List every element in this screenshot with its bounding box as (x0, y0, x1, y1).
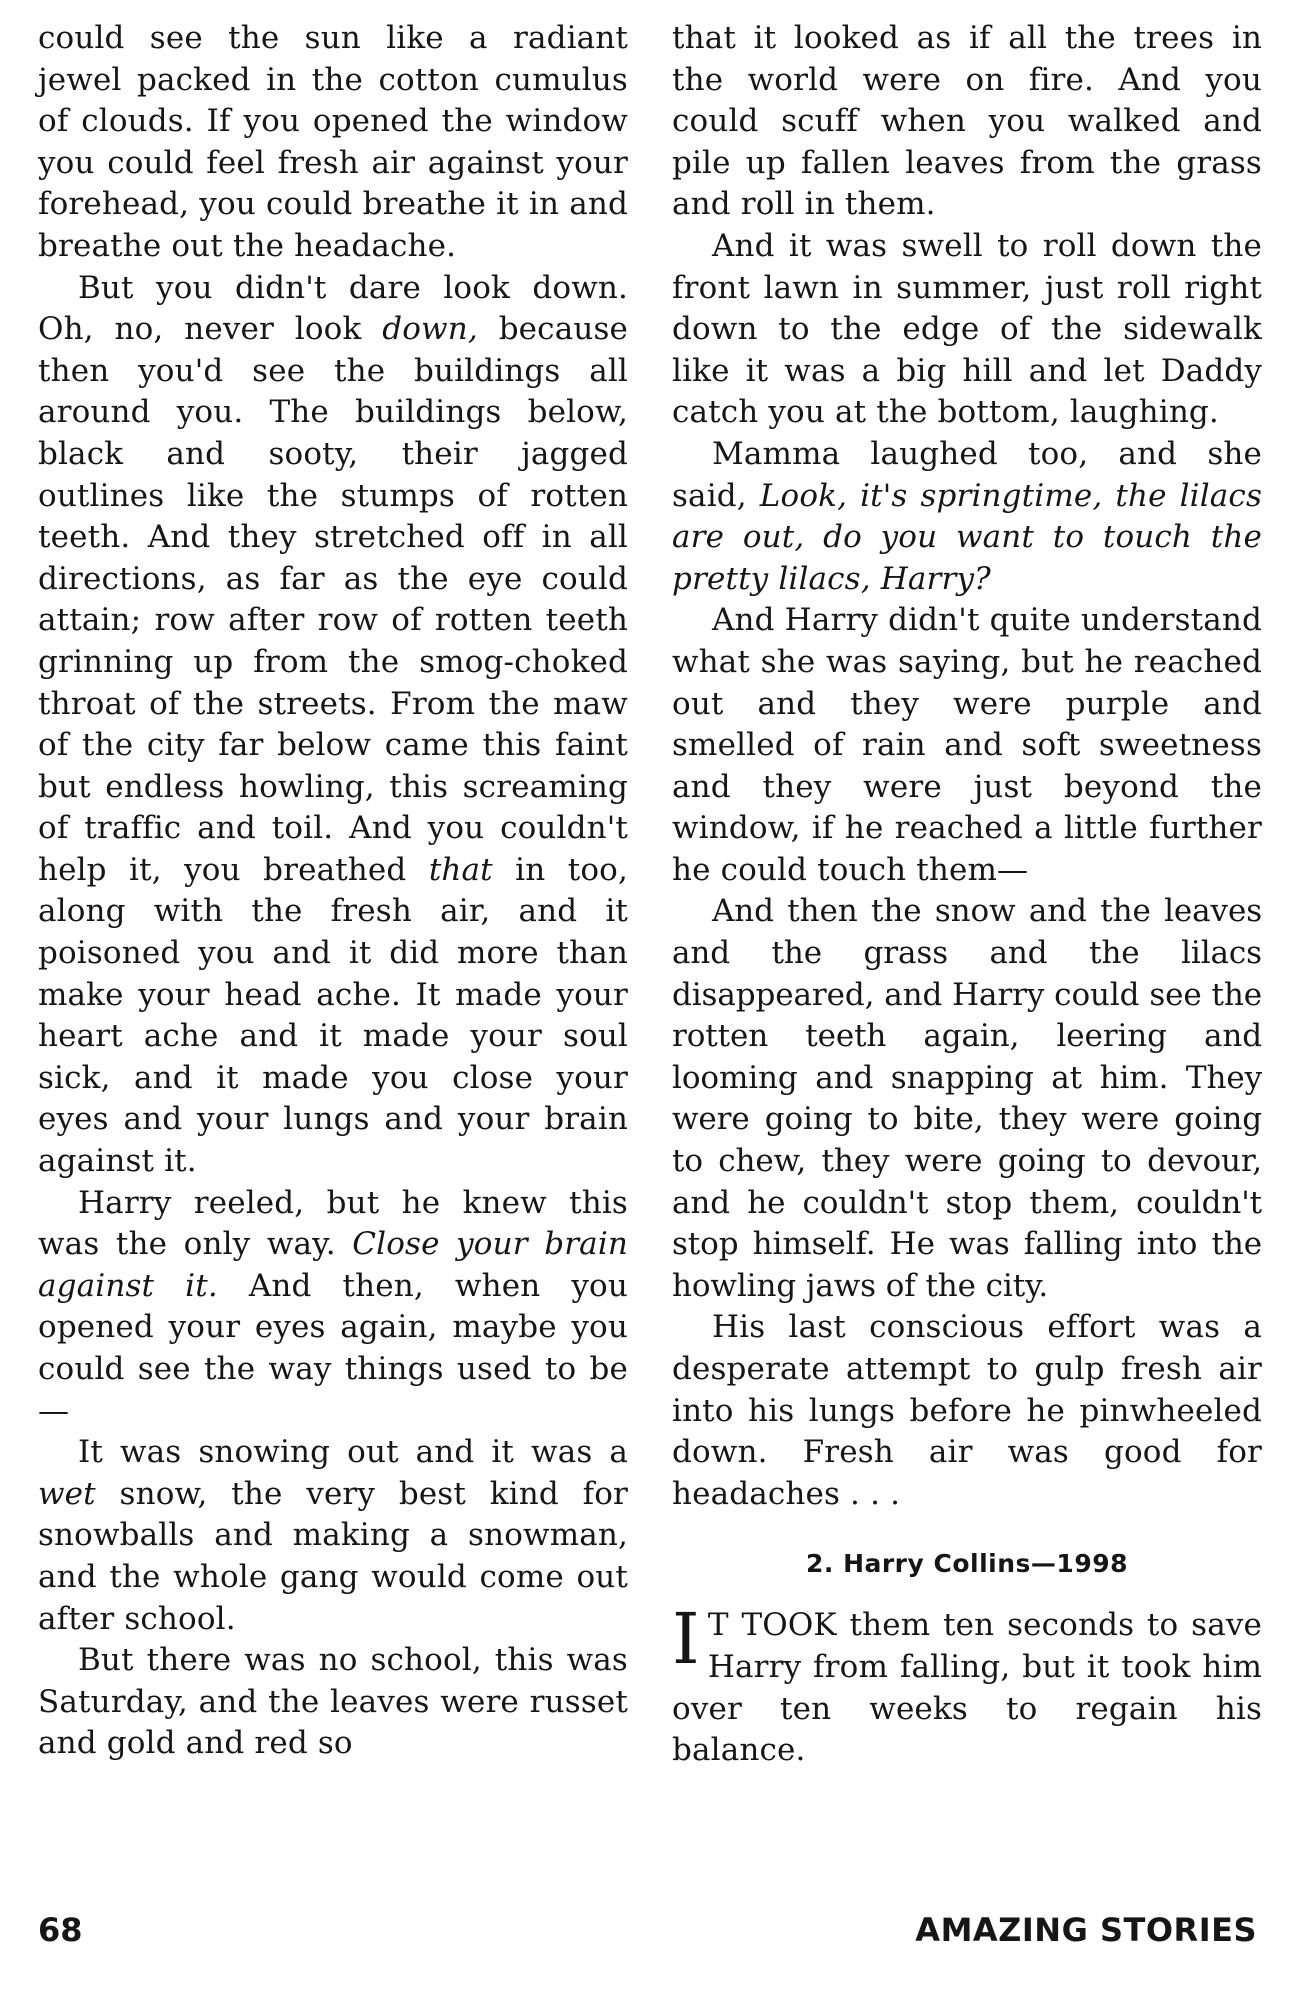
magazine-title: AMAZING STORIES (915, 1911, 1257, 1949)
paragraph-text: His last conscious effort was a desperate attempt to gulp fresh air into his lungs before he pinwheeled down. Fresh air was good for headaches . . . (672, 1309, 1262, 1512)
paragraph-text: And it was swell to roll down the front lawn in summer, just roll right down to the edge of the sidewalk like it was a big hill and let Daddy catch you at the bottom, laughing. (672, 227, 1262, 431)
page-number: 68 (38, 1911, 83, 1949)
drop-cap: I (672, 1598, 700, 1681)
paragraph-text: But there was no school, this was Saturday, and the leaves were russet and gold and red so (38, 1642, 628, 1762)
paragraph-text: T TOOK them ten seconds to save Harry from falling, but it took him over ten weeks to regain his balance. (672, 1607, 1262, 1769)
paragraph (672, 600, 1262, 891)
paragraph-text: And then, when you opened your eyes again, maybe you could see the way things used to be— (38, 1267, 628, 1429)
section-heading: 2. Harry Collins—1998 (805, 1549, 1129, 1579)
emphasis-text: down, (382, 311, 478, 348)
paragraph (38, 1183, 628, 1433)
emphasis-text: wet (38, 1475, 96, 1512)
paragraph (672, 18, 1262, 226)
paragraph (672, 226, 1262, 434)
emphasis-text: Look, it's springtime, the lilacs are out, do you want to touch the pretty lilacs, Harry? (672, 477, 1263, 597)
paragraph (672, 891, 1262, 1307)
paragraph-text: But you didn't dare look down. Oh, no, never look (38, 269, 628, 348)
paragraph-text: And Harry didn't quite understand what she was saying, but he reached out and they were purple and smelled of rain and soft sweetness and they were just beyond the window, if he reached a little further he could touch them— (672, 602, 1262, 888)
paragraph-text: And then the snow and the leaves and the grass and the lilacs disappeared, and Harry could see the rotten teeth again, leering and looming and snapping at him. They were going to bite, they were going to chew, they were going to devour, and he couldn't stop them, couldn't stop himself. He was falling into the howling jaws of the city. (672, 893, 1262, 1304)
paragraph-text: in too, along with the fresh air, and it poisoned you and it did more than make your head ache. It made your heart ache and it made your soul sick, and it made you close your eyes and your lungs and your brain against it. (38, 851, 628, 1180)
opening-paragraph (672, 1598, 1262, 1771)
paragraph-text: could see the sun like a radiant jewel packed in the cotton cumulus of clouds. If you opened the window you could feel fresh air against your forehead, you could breathe it in and breathe out the headache. (38, 20, 628, 264)
paragraph-text: because then you'd see the buildings all around you. The buildings below, black and sooty, their jagged outlines like the stumps of rotten teeth. And they stretched off in all directions, as far as the eye could attain; row after row of rotten teeth grinning up from the smog-choked throat of the streets. From the maw of the city far below came this faint but endless howling, this screaming of traffic and toil. And you couldn't help it, you breathed (38, 311, 628, 888)
emphasis-text: that (428, 851, 493, 888)
paragraph (38, 1640, 628, 1765)
paragraph-text: It was snowing out and it was a (78, 1434, 628, 1471)
paragraph (672, 1307, 1262, 1515)
paragraph-text: Harry reeled, but he knew this was the only way. (38, 1184, 628, 1263)
emphasis-text: Close your brain against it. (38, 1226, 628, 1304)
paragraph (38, 268, 628, 1183)
paragraph (38, 18, 628, 268)
paragraph (672, 434, 1262, 600)
left-column (38, 18, 628, 1765)
paragraph-text: Mamma laughed too, and she said, (672, 435, 1262, 514)
right-column (672, 18, 1262, 1772)
paragraph-text: that it looked as if all the trees in the world were on fire. And you could scuff when you walked and pile up fallen leaves from the grass and roll in them. (672, 20, 1262, 223)
paragraph (38, 1432, 628, 1640)
paragraph-text: snow, the very best kind for snowballs and making a snowman, and the whole gang would come out after school. (38, 1475, 628, 1637)
